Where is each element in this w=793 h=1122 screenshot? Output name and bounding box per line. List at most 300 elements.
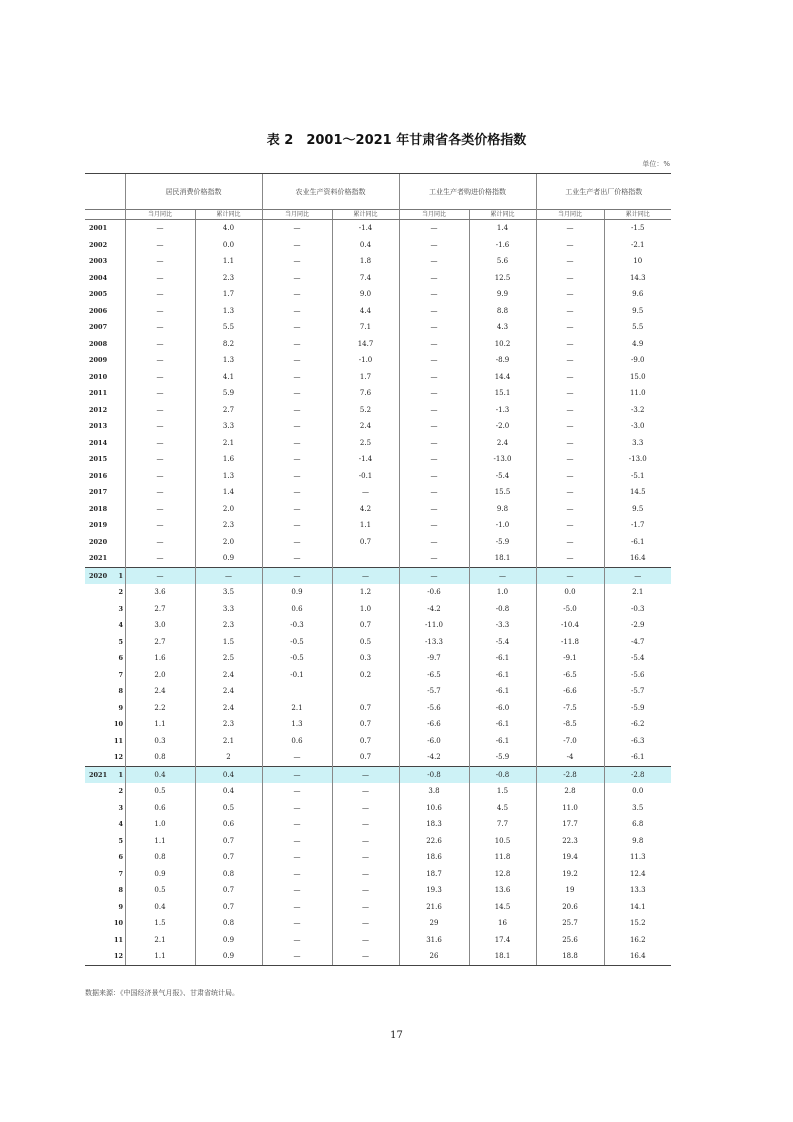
table-cell: — xyxy=(262,468,332,485)
row-label xyxy=(85,915,125,932)
table-row xyxy=(85,683,671,700)
table-row xyxy=(85,866,671,883)
table-cell: — xyxy=(399,534,469,551)
table-cell: — xyxy=(125,286,195,303)
table-cell: -6.5 xyxy=(399,667,469,684)
table-cell xyxy=(332,550,399,567)
table-cell: 0.3 xyxy=(332,650,399,667)
table-cell: — xyxy=(125,435,195,452)
table-cell: 2.3 xyxy=(195,617,262,634)
row-label xyxy=(85,336,125,353)
table-cell: -7.5 xyxy=(536,700,604,717)
table-row xyxy=(85,567,671,584)
table-row xyxy=(85,716,671,733)
table-cell: 5.9 xyxy=(195,385,262,402)
table-row xyxy=(85,517,671,534)
table-cell: 4.4 xyxy=(332,303,399,320)
table-cell: — xyxy=(262,385,332,402)
table-row xyxy=(85,584,671,601)
table-row xyxy=(85,733,671,750)
table-cell: — xyxy=(125,451,195,468)
table-cell: — xyxy=(536,253,604,270)
table-cell: 0.7 xyxy=(332,700,399,717)
table-cell: — xyxy=(536,402,604,419)
month-label: 11 xyxy=(113,736,123,745)
year-label: 2002 xyxy=(89,240,108,249)
table-cell: 15.2 xyxy=(604,915,671,932)
table-cell: 0.7 xyxy=(195,882,262,899)
table-cell: 2.5 xyxy=(332,435,399,452)
table-cell: — xyxy=(125,352,195,369)
table-cell: 11.3 xyxy=(604,849,671,866)
table-cell: — xyxy=(332,899,399,916)
table-row xyxy=(85,915,671,932)
table-cell: -9.7 xyxy=(399,650,469,667)
month-label: 6 xyxy=(118,853,123,862)
table-cell: 21.6 xyxy=(399,899,469,916)
table-cell: — xyxy=(399,352,469,369)
row-label xyxy=(85,816,125,833)
table-cell: 18.6 xyxy=(399,849,469,866)
table-cell: — xyxy=(125,501,195,518)
table-cell: — xyxy=(536,319,604,336)
row-label xyxy=(85,319,125,336)
row-label xyxy=(85,948,125,965)
table-cell: -4.7 xyxy=(604,634,671,651)
table-cell: -0.8 xyxy=(399,766,469,783)
table-cell: — xyxy=(125,237,195,254)
table-cell: 16.4 xyxy=(604,550,671,567)
month-label: 9 xyxy=(118,902,123,911)
table-cell: 0.9 xyxy=(195,550,262,567)
table-row xyxy=(85,550,671,567)
row-label xyxy=(85,418,125,435)
table-cell: 29 xyxy=(399,915,469,932)
table-cell: — xyxy=(125,567,195,584)
table-cell: -6.1 xyxy=(469,716,536,733)
table-cell: 25.6 xyxy=(536,932,604,949)
table-cell: — xyxy=(536,517,604,534)
table-cell: — xyxy=(399,286,469,303)
table-cell: — xyxy=(262,534,332,551)
table-cell: 1.3 xyxy=(195,352,262,369)
table-cell: — xyxy=(536,385,604,402)
table-cell: 2.4 xyxy=(125,683,195,700)
table-row xyxy=(85,617,671,634)
row-label xyxy=(85,899,125,916)
table-cell: -9.0 xyxy=(604,352,671,369)
row-label xyxy=(85,716,125,733)
month-label: 4 xyxy=(118,621,123,630)
year-label: 2008 xyxy=(89,339,108,348)
row-label xyxy=(85,303,125,320)
table-cell: — xyxy=(536,501,604,518)
table-cell: — xyxy=(332,800,399,817)
table-cell: — xyxy=(125,303,195,320)
table-cell: — xyxy=(125,369,195,386)
table-row xyxy=(85,700,671,717)
table-cell: -2.0 xyxy=(469,418,536,435)
table-cell: — xyxy=(399,237,469,254)
table-cell: -1.3 xyxy=(469,402,536,419)
table-cell: 17.4 xyxy=(469,932,536,949)
row-label xyxy=(85,517,125,534)
table-cell: 1.5 xyxy=(469,783,536,800)
table-cell: 2.3 xyxy=(195,270,262,287)
year-label: 2017 xyxy=(89,488,108,497)
table-cell: — xyxy=(536,534,604,551)
month-label: 10 xyxy=(113,720,123,729)
table-row xyxy=(85,369,671,386)
year-label: 2021 xyxy=(89,554,108,563)
table-row xyxy=(85,501,671,518)
table-cell: -5.9 xyxy=(604,700,671,717)
year-label: 2001 xyxy=(89,224,108,233)
table-cell: — xyxy=(195,567,262,584)
table-cell: 3.6 xyxy=(125,584,195,601)
table-row xyxy=(85,451,671,468)
table-cell: 2.7 xyxy=(125,634,195,651)
table-row xyxy=(85,634,671,651)
table-cell: — xyxy=(536,237,604,254)
corner-cell-sub xyxy=(85,210,125,220)
table-cell: 22.6 xyxy=(399,833,469,850)
table-cell: 19 xyxy=(536,882,604,899)
page-number: 17 xyxy=(390,1030,403,1041)
table-row xyxy=(85,336,671,353)
table-cell: 0.0 xyxy=(604,783,671,800)
table-cell: 10.6 xyxy=(399,800,469,817)
row-label xyxy=(85,451,125,468)
group-header-ppirm: 工业生产者购进价格指数 xyxy=(399,174,536,210)
year-label: 2020 xyxy=(89,571,108,580)
table-cell: 5.6 xyxy=(469,253,536,270)
table-cell: -4 xyxy=(536,749,604,766)
row-label xyxy=(85,484,125,501)
year-label: 2009 xyxy=(89,356,108,365)
table-cell: -6.1 xyxy=(604,534,671,551)
table-cell: 7.7 xyxy=(469,816,536,833)
table-cell: — xyxy=(399,517,469,534)
table-row xyxy=(85,435,671,452)
table-cell: -5.4 xyxy=(469,468,536,485)
table-cell: 16.4 xyxy=(604,948,671,965)
unit-label: 单位：% xyxy=(642,160,670,168)
table-cell: 0.7 xyxy=(195,899,262,916)
row-label xyxy=(85,800,125,817)
table-cell: 1.7 xyxy=(195,286,262,303)
table-cell: 2.0 xyxy=(125,667,195,684)
table-cell: 0.4 xyxy=(125,899,195,916)
row-label xyxy=(85,683,125,700)
table-cell: 11.0 xyxy=(604,385,671,402)
table-cell: 2 xyxy=(195,749,262,766)
table-cell: — xyxy=(536,550,604,567)
month-label: 11 xyxy=(113,935,123,944)
table-cell: 7.4 xyxy=(332,270,399,287)
table-cell: 20.6 xyxy=(536,899,604,916)
year-label: 2013 xyxy=(89,422,108,431)
table-cell: 1.3 xyxy=(195,303,262,320)
table-cell: -13.0 xyxy=(469,451,536,468)
table-row xyxy=(85,468,671,485)
row-label xyxy=(85,932,125,949)
table-cell xyxy=(262,683,332,700)
table-cell: 18.1 xyxy=(469,550,536,567)
table-cell: -6.1 xyxy=(469,683,536,700)
table-cell: 19.4 xyxy=(536,849,604,866)
table-cell: 9.5 xyxy=(604,303,671,320)
table-cell: — xyxy=(536,352,604,369)
table-cell: 3.5 xyxy=(195,584,262,601)
table-cell: -1.7 xyxy=(604,517,671,534)
table-cell: 3.5 xyxy=(604,800,671,817)
table-cell: — xyxy=(332,882,399,899)
table-cell: 11.8 xyxy=(469,849,536,866)
table-row xyxy=(85,270,671,287)
table-cell: 3.3 xyxy=(195,418,262,435)
table-cell: — xyxy=(262,517,332,534)
table-cell xyxy=(332,683,399,700)
row-label xyxy=(85,601,125,618)
table-cell: 15.5 xyxy=(469,484,536,501)
table-row xyxy=(85,833,671,850)
table-cell: -5.7 xyxy=(399,683,469,700)
table-cell: — xyxy=(125,550,195,567)
table-title: 表 2 2001～2021 年甘肃省各类价格指数 xyxy=(266,133,527,148)
table-body xyxy=(85,220,671,966)
table-cell: -5.9 xyxy=(469,534,536,551)
table-cell: 26 xyxy=(399,948,469,965)
table-cell: — xyxy=(399,270,469,287)
table-cell: 0.7 xyxy=(332,733,399,750)
month-label: 9 xyxy=(118,703,123,712)
table-cell: — xyxy=(262,501,332,518)
table-cell: — xyxy=(125,270,195,287)
month-label: 7 xyxy=(118,670,123,679)
table-cell: 13.6 xyxy=(469,882,536,899)
table-cell: — xyxy=(262,435,332,452)
table-cell: 1.1 xyxy=(125,716,195,733)
table-cell: 9.8 xyxy=(469,501,536,518)
table-row xyxy=(85,882,671,899)
table-cell: -6.0 xyxy=(399,733,469,750)
month-label: 6 xyxy=(118,654,123,663)
table-cell: 1.0 xyxy=(332,601,399,618)
table-cell: 0.6 xyxy=(125,800,195,817)
table-cell: — xyxy=(262,882,332,899)
table-cell: 2.7 xyxy=(125,601,195,618)
row-label xyxy=(85,402,125,419)
table-cell: — xyxy=(125,385,195,402)
month-label: 2 xyxy=(118,787,123,796)
table-cell: — xyxy=(332,783,399,800)
table-cell: -3.2 xyxy=(604,402,671,419)
table-cell: 1.3 xyxy=(262,716,332,733)
table-cell: -11.8 xyxy=(536,634,604,651)
table-cell: 0.3 xyxy=(125,733,195,750)
subheader: 累计同比 xyxy=(332,210,399,220)
table-cell: -5.4 xyxy=(604,650,671,667)
table-cell: -3.3 xyxy=(469,617,536,634)
table-cell: — xyxy=(399,336,469,353)
table-cell: -7.0 xyxy=(536,733,604,750)
month-label: 8 xyxy=(118,687,123,696)
table-cell: 1.5 xyxy=(195,634,262,651)
table-cell: — xyxy=(125,517,195,534)
table-cell: -6.3 xyxy=(604,733,671,750)
row-label xyxy=(85,385,125,402)
table-cell: 2.4 xyxy=(195,700,262,717)
table-cell: 18.7 xyxy=(399,866,469,883)
table-row xyxy=(85,948,671,965)
table-cell: — xyxy=(536,336,604,353)
table-cell: — xyxy=(399,468,469,485)
row-label xyxy=(85,534,125,551)
table-cell: 0.6 xyxy=(195,816,262,833)
row-label xyxy=(85,634,125,651)
table-row xyxy=(85,534,671,551)
month-label: 1 xyxy=(118,571,123,580)
table-cell: -6.1 xyxy=(469,650,536,667)
table-cell: — xyxy=(125,319,195,336)
table-cell: — xyxy=(399,253,469,270)
table-cell: 1.2 xyxy=(332,584,399,601)
table-cell: 0.7 xyxy=(195,833,262,850)
table-cell: -1.0 xyxy=(469,517,536,534)
table-cell: — xyxy=(125,402,195,419)
table-cell: 19.3 xyxy=(399,882,469,899)
month-label: 7 xyxy=(118,869,123,878)
table-cell: 0.9 xyxy=(262,584,332,601)
data-source-note: 数据来源：《中国经济景气月报》、甘肃省统计局。 xyxy=(85,989,239,997)
table-cell: -1.0 xyxy=(332,352,399,369)
table-cell: -1.5 xyxy=(604,220,671,237)
table-cell: -11.0 xyxy=(399,617,469,634)
year-label: 2021 xyxy=(89,770,108,779)
table-cell: — xyxy=(262,237,332,254)
table-cell: — xyxy=(399,369,469,386)
table-cell: -8.5 xyxy=(536,716,604,733)
table-cell: -5.1 xyxy=(604,468,671,485)
table-cell: 0.0 xyxy=(536,584,604,601)
table-cell: -2.8 xyxy=(604,766,671,783)
table-cell: -0.3 xyxy=(604,601,671,618)
subheader: 当月同比 xyxy=(262,210,332,220)
row-label xyxy=(85,550,125,567)
table-cell: — xyxy=(399,567,469,584)
table-cell: -6.6 xyxy=(536,683,604,700)
table-row xyxy=(85,385,671,402)
table-row xyxy=(85,601,671,618)
table-cell: -0.8 xyxy=(469,766,536,783)
row-label xyxy=(85,849,125,866)
table-row xyxy=(85,932,671,949)
table-cell: 0.5 xyxy=(125,882,195,899)
row-label xyxy=(85,617,125,634)
table-cell: — xyxy=(332,932,399,949)
year-label: 2012 xyxy=(89,405,108,414)
year-label: 2020 xyxy=(89,537,108,546)
group-header-agri: 农业生产资料价格指数 xyxy=(262,174,399,210)
table-cell: 10.5 xyxy=(469,833,536,850)
table-cell: — xyxy=(399,501,469,518)
table-cell: — xyxy=(262,899,332,916)
table-cell: — xyxy=(536,286,604,303)
table-row xyxy=(85,253,671,270)
table-cell: 0.5 xyxy=(195,800,262,817)
table-cell: 0.9 xyxy=(195,948,262,965)
table-cell: 2.0 xyxy=(195,501,262,518)
subheader: 当月同比 xyxy=(125,210,195,220)
table-cell: 7.1 xyxy=(332,319,399,336)
table-cell: 5.5 xyxy=(195,319,262,336)
table-cell: — xyxy=(399,385,469,402)
row-label xyxy=(85,700,125,717)
table-cell: — xyxy=(262,766,332,783)
table-row xyxy=(85,237,671,254)
table-cell: — xyxy=(262,319,332,336)
table-cell: -6.2 xyxy=(604,716,671,733)
table-cell: 0.8 xyxy=(195,866,262,883)
table-cell: 0.7 xyxy=(332,749,399,766)
table-cell: -4.2 xyxy=(399,601,469,618)
table-cell: 1.1 xyxy=(332,517,399,534)
table-cell: -5.6 xyxy=(604,667,671,684)
table-cell: — xyxy=(125,418,195,435)
table-cell: 2.4 xyxy=(195,683,262,700)
table-cell: 18.3 xyxy=(399,816,469,833)
table-cell: 4.9 xyxy=(604,336,671,353)
table-cell: — xyxy=(399,550,469,567)
table-cell: 1.1 xyxy=(125,833,195,850)
table-cell: 0.5 xyxy=(125,783,195,800)
table-cell: — xyxy=(262,800,332,817)
table-cell: — xyxy=(332,816,399,833)
table-cell: — xyxy=(536,468,604,485)
table-cell: -0.6 xyxy=(399,584,469,601)
table-cell: — xyxy=(399,402,469,419)
table-cell: 18.8 xyxy=(536,948,604,965)
table-cell: 10.2 xyxy=(469,336,536,353)
table-cell: — xyxy=(262,783,332,800)
table-cell: 1.7 xyxy=(332,369,399,386)
table-cell: 14.4 xyxy=(469,369,536,386)
table-cell: 0.4 xyxy=(195,766,262,783)
row-label xyxy=(85,783,125,800)
table-cell: -2.8 xyxy=(536,766,604,783)
month-label: 5 xyxy=(118,836,123,845)
table-cell: 1.8 xyxy=(332,253,399,270)
table-cell: 1.6 xyxy=(125,650,195,667)
table-cell: -1.6 xyxy=(469,237,536,254)
table-cell: — xyxy=(536,270,604,287)
table-cell: -0.5 xyxy=(262,650,332,667)
table-row xyxy=(85,484,671,501)
table-cell: 2.7 xyxy=(195,402,262,419)
table-cell: 1.1 xyxy=(195,253,262,270)
table-cell: 9.9 xyxy=(469,286,536,303)
table-cell: 3.0 xyxy=(125,617,195,634)
table-cell: — xyxy=(536,451,604,468)
table-cell: 14.3 xyxy=(604,270,671,287)
row-label xyxy=(85,833,125,850)
table-cell: 5.2 xyxy=(332,402,399,419)
row-label xyxy=(85,435,125,452)
table-cell: -2.1 xyxy=(604,237,671,254)
table-cell: — xyxy=(536,435,604,452)
table-row xyxy=(85,783,671,800)
